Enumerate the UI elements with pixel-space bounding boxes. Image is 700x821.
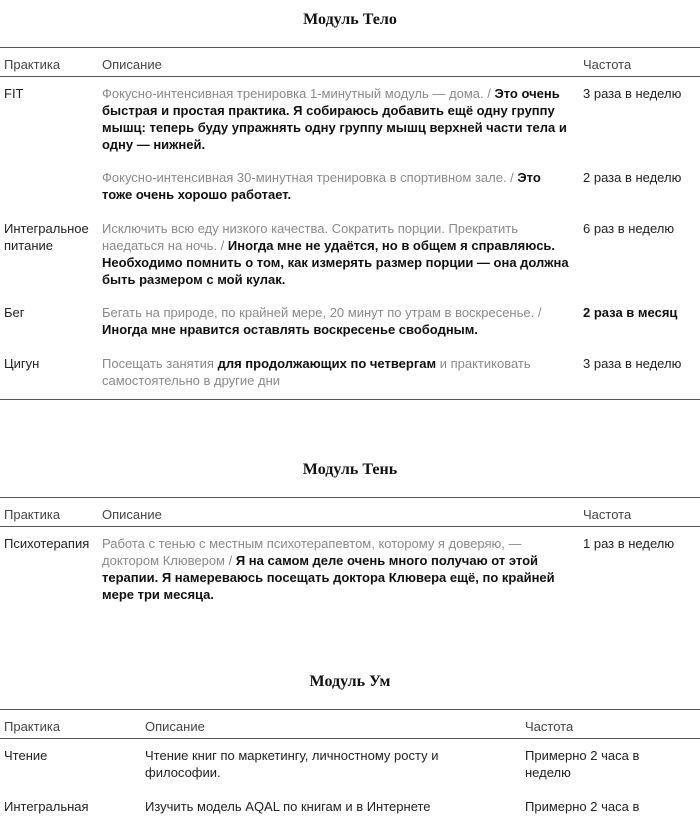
practice-cell: Интегральная bbox=[4, 799, 89, 814]
header-description: Описание bbox=[102, 57, 162, 72]
practice-cell: Цигун bbox=[4, 356, 40, 371]
description-plain: Исключить всю еду низкого качества. Сократить порции. Прекратить наедаться на ночь. / bbox=[102, 221, 519, 253]
description-cell bbox=[102, 304, 574, 338]
description-cell bbox=[102, 169, 572, 203]
divider bbox=[0, 497, 700, 498]
module-body-title: Модуль Тело bbox=[303, 11, 397, 28]
header-description: Описание bbox=[145, 719, 205, 734]
description-note: Я на самом деле очень много получаю от этой терапии. Я намереваюсь посещать доктора Клювера ещё, по крайней мере три месяца. bbox=[102, 553, 555, 602]
description-tail: и практиковать самостоятельно в другие дни bbox=[102, 356, 531, 388]
practice-cell: Интегральное питание bbox=[4, 221, 89, 253]
frequency-cell: 2 раза в неделю bbox=[583, 170, 682, 185]
practice-cell: Чтение bbox=[4, 748, 48, 763]
description-plain: Бегать на природе, по крайней мере, 20 минут по утрам в воскресенье. / bbox=[102, 305, 542, 320]
divider bbox=[0, 738, 700, 739]
description-plain: Работа с тенью с местным психотерапевтом, которому я доверяю, — доктором Клювером / bbox=[102, 536, 522, 568]
module-mind-title: Модуль Ум bbox=[309, 673, 391, 690]
divider bbox=[0, 526, 700, 527]
header-frequency: Частота bbox=[583, 507, 632, 522]
header-practice: Практика bbox=[4, 57, 61, 72]
header-description: Описание bbox=[102, 507, 162, 522]
header-frequency: Частота bbox=[583, 57, 632, 72]
practice-cell: Психотерапия bbox=[4, 536, 90, 551]
description-plain: Фокусно-интенсивная 30-минутная тренировка в спортивном зале. / bbox=[102, 170, 514, 185]
description-note: для продолжающих по четвергам bbox=[213, 356, 437, 371]
divider bbox=[0, 709, 700, 710]
description-note: Иногда мне не удаётся, но в общем я справляюсь. Необходимо помнить о том, как измерять размер порции — она должна быть размером с мой кулак. bbox=[102, 238, 569, 287]
frequency-cell: 3 раза в неделю bbox=[583, 86, 682, 101]
header-practice: Практика bbox=[4, 719, 61, 734]
frequency-cell: Примерно 2 часа в bbox=[525, 799, 640, 814]
frequency-cell: 1 раз в неделю bbox=[583, 536, 675, 551]
description-note: Иногда мне нравится оставлять воскресенье свободным. bbox=[102, 322, 479, 337]
description-cell bbox=[102, 535, 574, 603]
frequency-cell: 6 раз в неделю bbox=[583, 221, 675, 236]
practice-cell: FIT bbox=[4, 86, 24, 101]
frequency-cell: 2 раза в месяц bbox=[583, 305, 678, 320]
frequency-cell: 3 раза в неделю bbox=[583, 356, 682, 371]
description-plain: Фокусно-интенсивная тренировка 1-минутный модуль — дома. / bbox=[102, 86, 491, 101]
frequency-cell: Примерно 2 часа в неделю bbox=[525, 748, 640, 780]
module-shadow-title: Модуль Тень bbox=[302, 461, 398, 478]
practice-cell: Бег bbox=[4, 305, 25, 320]
header-frequency: Частота bbox=[525, 719, 574, 734]
description-note: Это очень быстрая и простая практика. Я собираюсь добавить ещё одну группу мышц: теперь буду упражнять одну группу мышц верхней части тела и одну — нижней. bbox=[102, 86, 567, 152]
description-note: Это тоже очень хорошо работает. bbox=[102, 170, 541, 202]
description-cell: Чтение книг по маркетингу, личностному росту и философии. bbox=[145, 748, 439, 780]
header-practice: Практика bbox=[4, 507, 61, 522]
description-cell bbox=[102, 85, 574, 153]
description-cell: Изучить модель AQAL по книгам и в Интернете bbox=[145, 799, 431, 814]
divider bbox=[0, 399, 700, 400]
divider bbox=[0, 47, 700, 48]
divider bbox=[0, 76, 700, 77]
description-cell bbox=[102, 355, 574, 389]
description-plain: Посещать занятия bbox=[102, 356, 214, 371]
description-cell bbox=[102, 220, 574, 288]
